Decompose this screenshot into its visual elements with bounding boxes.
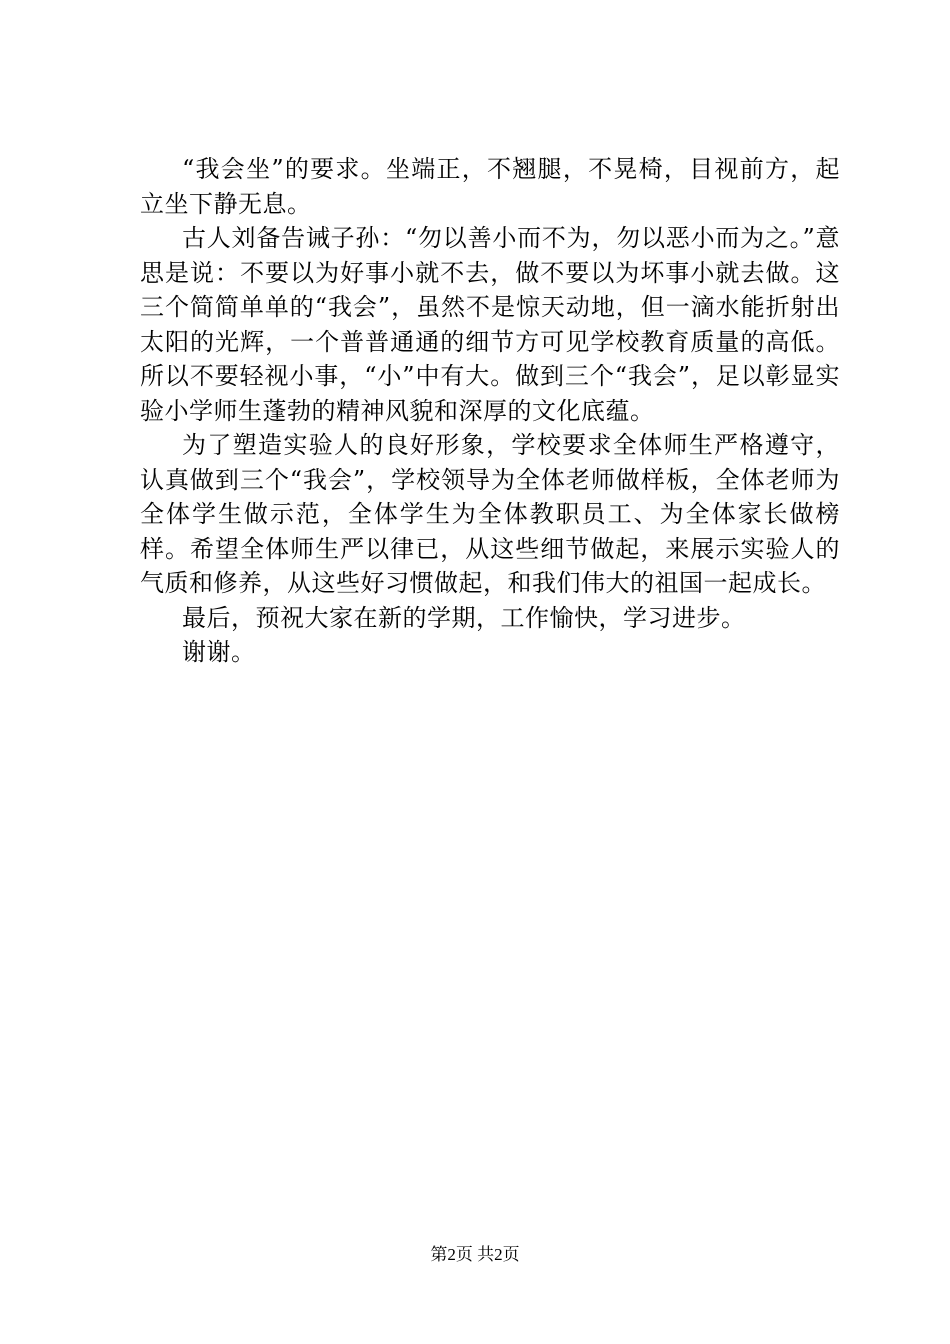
paragraph-closing-wishes: 最后，预祝大家在新的学期，工作愉快，学习进步。 bbox=[182, 603, 746, 632]
paragraph-thanks: 谢谢。 bbox=[182, 638, 256, 666]
paragraph-liu-bei-quote: 古人刘备告诫子孙：“勿以善小而不为，勿以恶小而为之。”意思是说：不要以为好事小就不去，做不要以为坏事小就去做。这三个简简单单的“我会”，虽然不是惊天动地，但一滴水能折射出太阳的光辉，一个普普通通的细节方可见学校教育质量的高低。所以不要轻视小事，“小”中有大。做到三个“我会”，足以彰显实验小学师生蓬勃的精神风貌和深厚的文化底蕴。 bbox=[140, 224, 840, 425]
paragraph-sitting-rules: “我会坐”的要求。坐端正，不翘腿，不晃椅，目视前方，起立坐下静无息。 bbox=[140, 155, 840, 218]
page-number-footer: 第2页 共2页 bbox=[430, 1245, 520, 1264]
paragraph-school-requirements: 为了塑造实验人的良好形象，学校要求全体师生严格遵守，认真做到三个“我会”，学校领导为全体老师做样板，全体老师为全体学生做示范，全体学生为全体教职员工、为全体家长做榜样。希望全体师生严以律已，从这些细节做起，来展示实验人的气质和修养，从这些好习惯做起，和我们伟大的祖国一起成长。 bbox=[140, 431, 840, 597]
document-body bbox=[140, 152, 840, 670]
